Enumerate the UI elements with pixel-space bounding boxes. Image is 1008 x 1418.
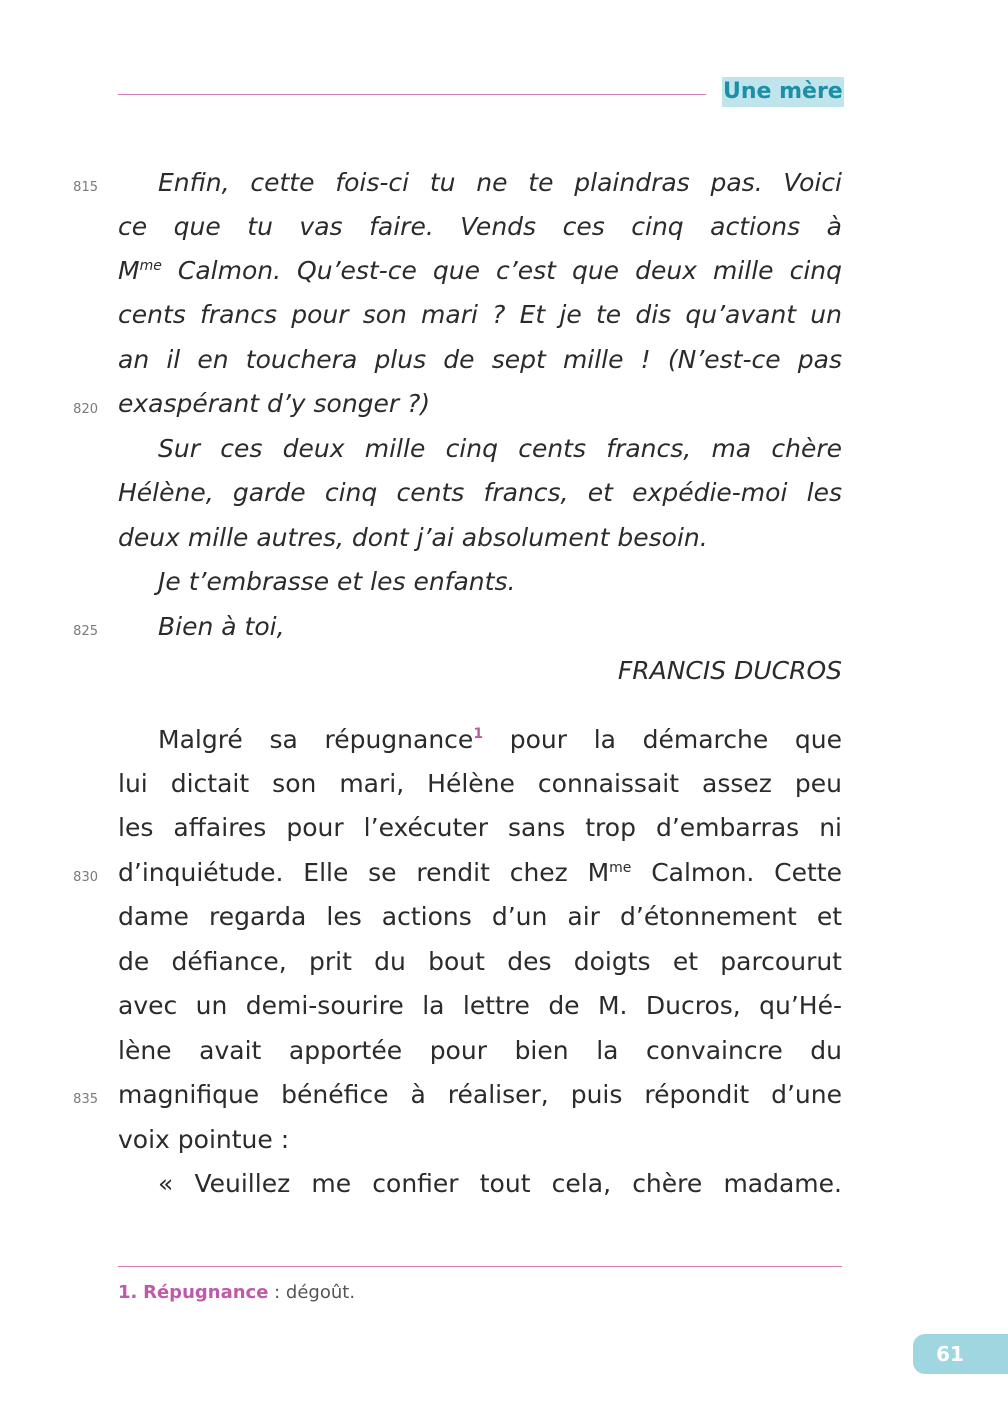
footnote bbox=[118, 1280, 355, 1306]
letter-line: Hélène, garde cinq cents francs, et expédie-moi les bbox=[118, 478, 842, 507]
running-header-title: Une mère bbox=[722, 77, 844, 107]
letter-line: Sur ces deux mille cinq cents francs, ma chère bbox=[158, 434, 842, 463]
footnote-number: 1. bbox=[118, 1282, 138, 1303]
narrative-line: « Veuillez me confier tout cela, chère madame. bbox=[158, 1169, 842, 1198]
line-number-825: 825 bbox=[73, 624, 98, 639]
letter-line: ce que tu vas faire. Vends ces cinq actions à bbox=[118, 212, 842, 241]
narrative-line: de défiance, prit du bout des doigts et parcourut bbox=[118, 947, 842, 976]
narrative-line: voix pointue : bbox=[118, 1125, 290, 1154]
letter-line: Je t’embrasse et les enfants. bbox=[158, 567, 516, 596]
line-number-820: 820 bbox=[73, 402, 98, 417]
narrative-line: d’inquiétude. Elle se rendit chez $M^{me}$ Calmon. Cette bbox=[118, 858, 842, 887]
letter-line: $M^{me}$ Calmon. Qu’est-ce que c’est que deux mille cinq bbox=[118, 256, 842, 285]
letter-closing: Bien à toi, bbox=[158, 612, 285, 641]
line-number-815: 815 bbox=[73, 180, 98, 195]
line-number-830: 830 bbox=[73, 870, 98, 885]
narrative-line: dame regarda les actions d’un air d’étonnement et bbox=[118, 902, 842, 931]
header-rule bbox=[118, 94, 706, 95]
narrative-line: les affaires pour l’exécuter sans trop d’embarras ni bbox=[118, 813, 842, 842]
narrative-line: Malgré sa répugnance$^1$ pour la démarche que bbox=[158, 725, 843, 754]
footnote-term: Répugnance bbox=[143, 1282, 269, 1303]
letter-line: cents francs pour son mari ? Et je te dis qu’avant un bbox=[118, 300, 842, 329]
footnote-marker: 1 bbox=[473, 726, 484, 742]
narrative-line: lène avait apportée pour bien la convaincre du bbox=[118, 1036, 842, 1065]
narrative-line: avec un demi-sourire la lettre de M. Ducros, qu’Hé- bbox=[118, 991, 842, 1020]
footnote-rule bbox=[118, 1266, 842, 1267]
letter-line: exaspérant d’y songer ?) bbox=[118, 389, 431, 418]
page-number: 61 bbox=[936, 1342, 964, 1366]
letter-line: an il en touchera plus de sept mille ! (N’est-ce pas bbox=[118, 345, 842, 374]
line-number-835: 835 bbox=[73, 1092, 98, 1107]
letter-line: Enfin, cette fois-ci tu ne te plaindras pas. Voici bbox=[158, 168, 842, 197]
narrative-line: lui dictait son mari, Hélène connaissait assez peu bbox=[118, 769, 842, 798]
letter-line: deux mille autres, dont j’ai absolument besoin. bbox=[118, 523, 708, 552]
narrative-line: magnifique bénéfice à réaliser, puis répondit d’une bbox=[118, 1080, 842, 1109]
letter-signature: FRANCIS DUCROS bbox=[617, 656, 842, 685]
footnote-definition: : dégoût. bbox=[268, 1282, 356, 1303]
